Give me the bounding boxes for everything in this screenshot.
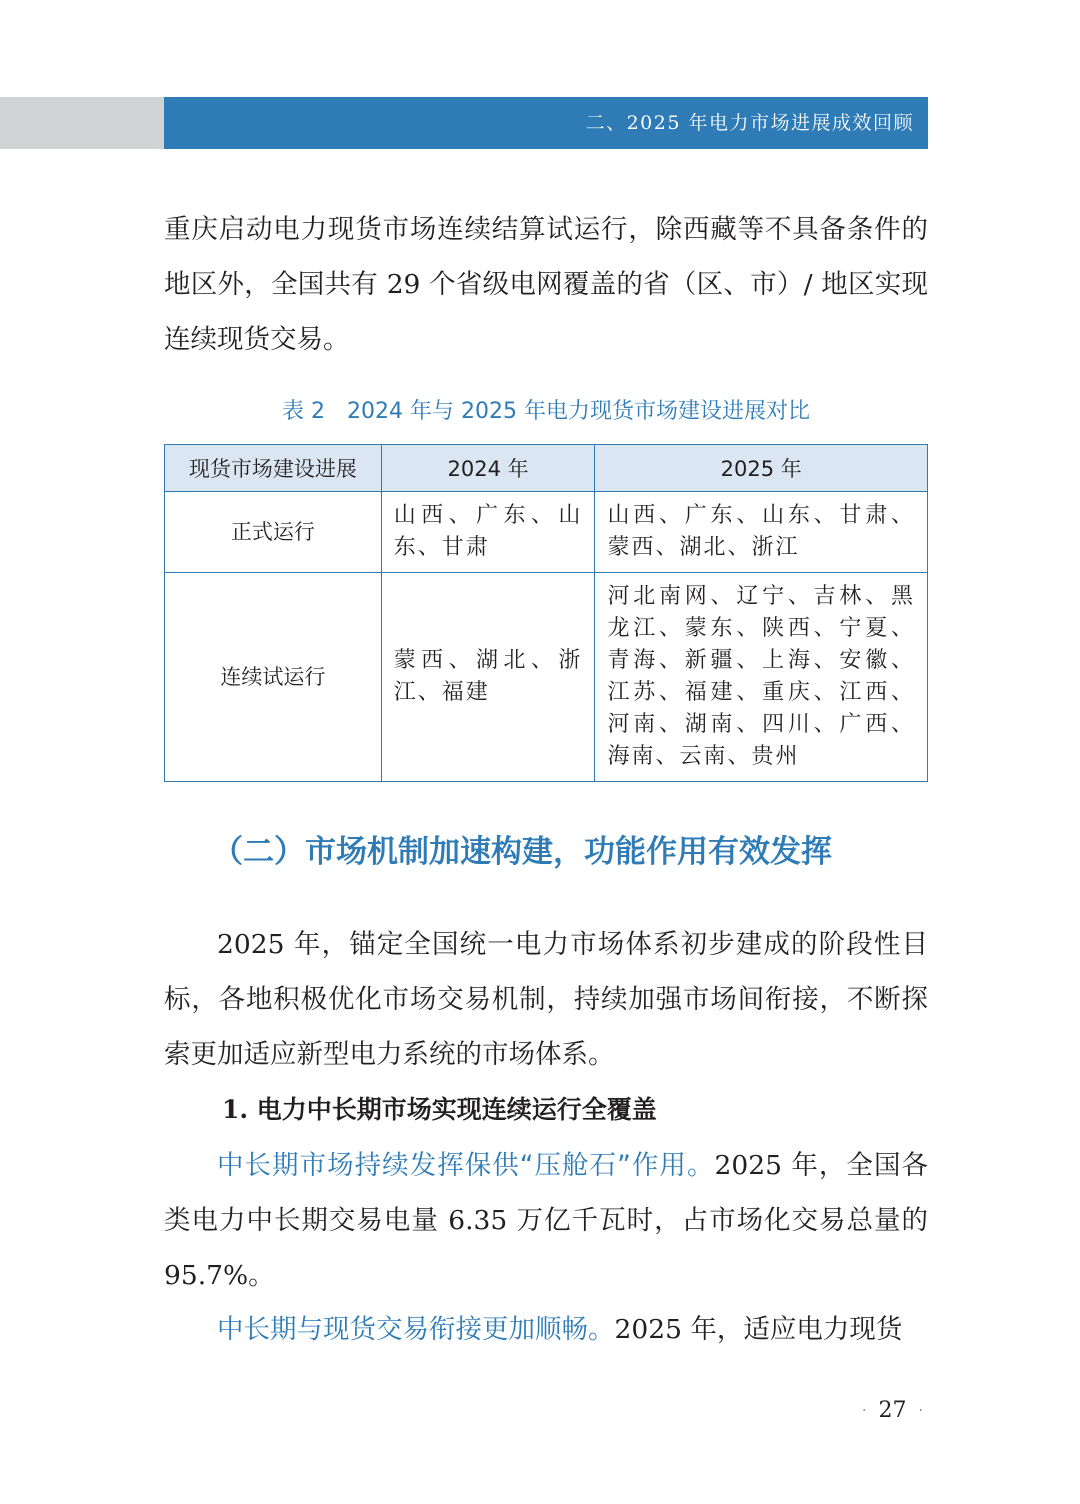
row-label-trial: 连续试运行 — [165, 573, 382, 782]
table-header-row — [165, 445, 928, 492]
paragraph-mid-long-term — [164, 1138, 928, 1303]
section-paragraph: 2025 年，锚定全国统一电力市场体系初步建成的阶段性目标，各地积极优化市场交易机制，持续加强市场间衔接，不断探索更加适应新型电力系统的市场体系。 — [164, 929, 928, 1070]
highlight-phrase: 中长期市场持续发挥保供“压舱石”作用。 — [217, 1150, 715, 1181]
cell-2025-formal: 山西、广东、山东、甘肃、蒙西、湖北、浙江 — [595, 492, 928, 573]
header-cell-progress: 现货市场建设进展 — [165, 445, 382, 492]
table-row-formal-operation — [165, 492, 928, 573]
comparison-table — [164, 444, 928, 782]
highlight-phrase: 中长期与现货交易衔接更加顺畅。 — [217, 1314, 615, 1345]
page-dot-right: · — [918, 1403, 923, 1419]
header-cell-2025: 2025 年 — [595, 445, 928, 492]
page-number: 27 — [878, 1398, 907, 1423]
page-dot-left: · — [862, 1403, 867, 1419]
cell-2025-trial: 河北南网、辽宁、吉林、黑龙江、蒙东、陕西、宁夏、青海、新疆、上海、安徽、江苏、福建、重庆、江西、河南、湖南、四川、广西、海南、云南、贵州 — [595, 573, 928, 782]
intro-paragraph: 重庆启动电力现货市场连续结算试运行，除西藏等不具备条件的地区外，全国共有 29 个省级电网覆盖的省（区、市）/ 地区实现连续现货交易。 — [164, 214, 928, 355]
cell-2024-trial: 蒙西、湖北、浙江、福建 — [381, 573, 595, 782]
row-label-formal: 正式运行 — [165, 492, 382, 573]
paragraph-text: 2025 年，适应电力现货 — [614, 1314, 903, 1345]
running-title: 二、2025 年电力市场进展成效回顾 — [585, 112, 914, 134]
paragraph-spot-linkage — [164, 1302, 928, 1357]
section-heading: （二）市场机制加速构建，功能作用有效发挥 — [212, 834, 832, 870]
header-cell-2024: 2024 年 — [381, 445, 595, 492]
cell-2024-formal: 山西、广东、山东、甘肃 — [381, 492, 595, 573]
table-caption: 表 2 2024 年与 2025 年电力现货市场建设进展对比 — [282, 399, 810, 424]
page-number-footer — [850, 1396, 930, 1426]
paragraph-text: 2025 年，全国各类电力中长期交易电量 6.35 万亿千瓦时，占市场化交易总量的 95.7%。 — [164, 1150, 928, 1291]
table-row-continuous-trial — [165, 573, 928, 782]
subheading: 1. 电力中长期市场实现连续运行全覆盖 — [222, 1095, 657, 1124]
running-header-bar — [164, 97, 928, 149]
header-gray-band — [0, 97, 164, 149]
